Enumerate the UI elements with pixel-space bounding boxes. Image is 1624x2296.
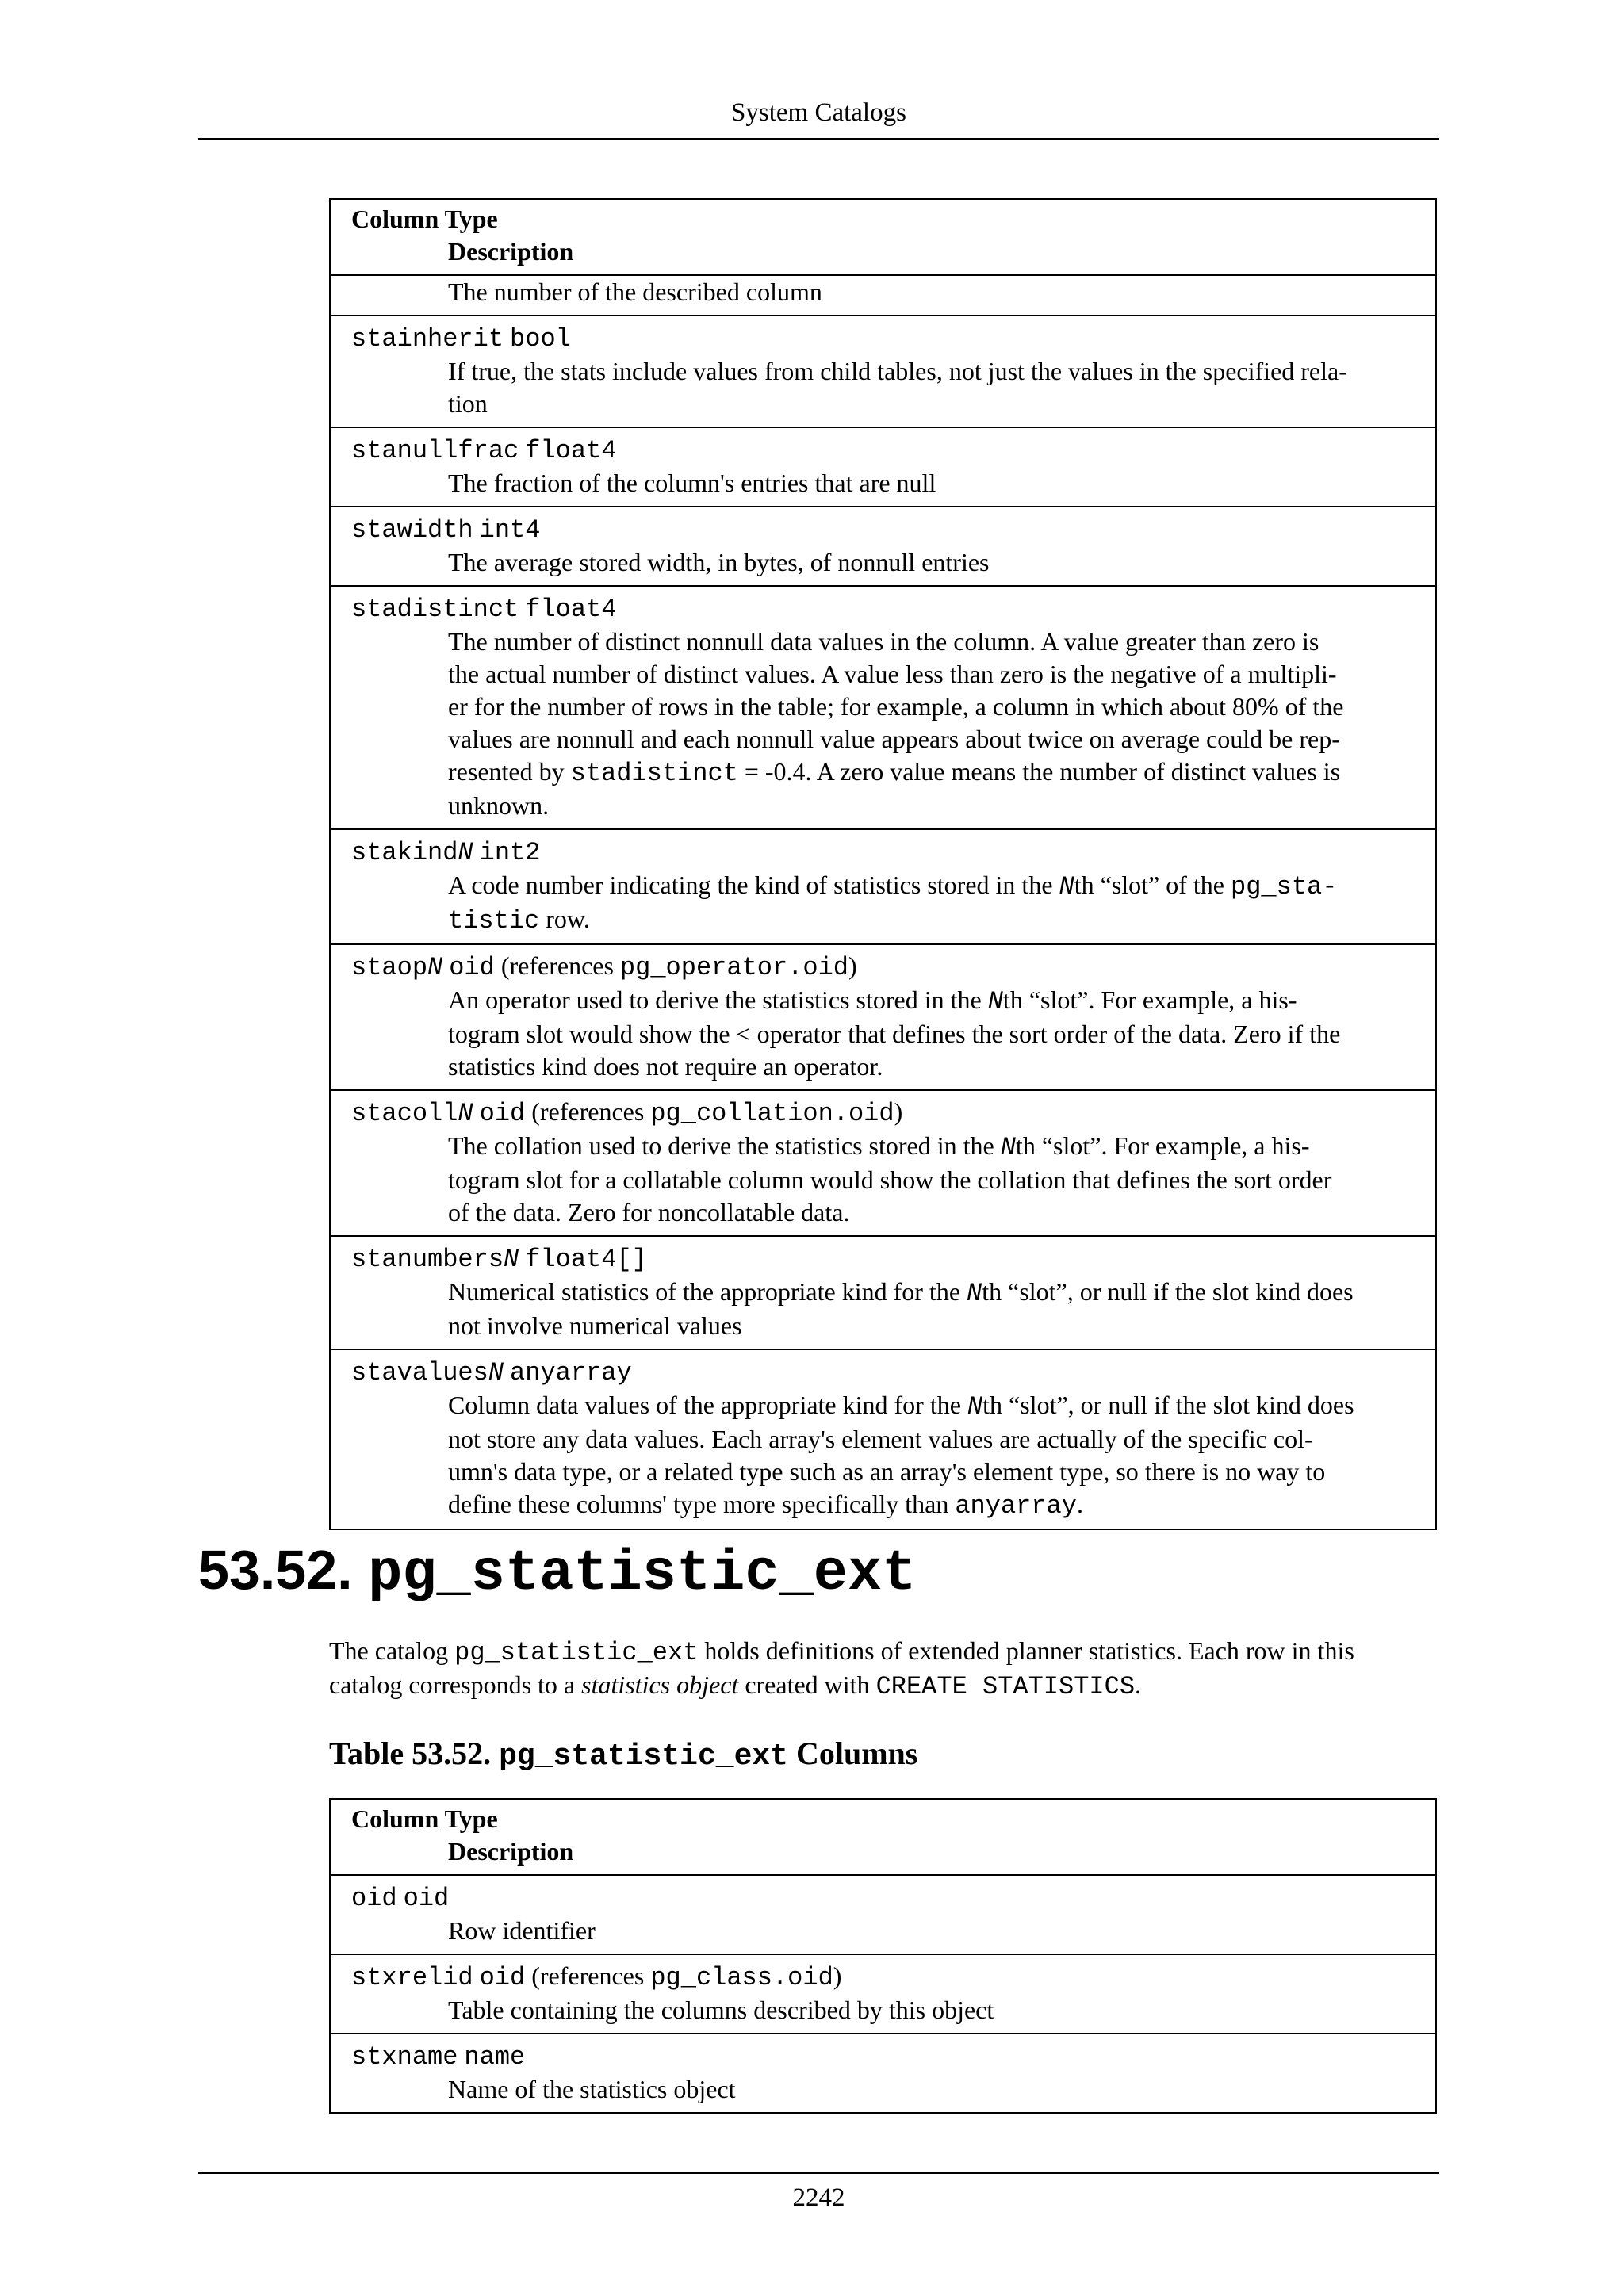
row-description: Table containing the columns described by this object — [448, 1996, 994, 2024]
column-name-type: stxrelid oid (references pg_class.oid) — [351, 1961, 842, 1992]
column-name-type: stakindN int2 — [351, 838, 541, 867]
row-description: An operator used to derive the statistics stored in the Nth “slot”. For example, a his- togram slot would show the < operator that defines the sort order of the data. Zero if the statistics kind does not require an operator. — [448, 985, 1341, 1081]
row-description: A code number indicating the kind of statistics stored in the Nth “slot” of the pg_sta- tistic row. — [448, 871, 1338, 936]
table-caption: Table 53.52. pg_statistic_ext Columns — [329, 1735, 918, 1774]
section-catalog-name: pg_statistic_ext — [368, 1541, 917, 1606]
row-description: The average stored width, in bytes, of nonnull entries — [448, 548, 990, 576]
table-row — [331, 315, 1435, 427]
table-header-row — [331, 1800, 1435, 1874]
row-description: Numerical statistics of the appropriate kind for the Nth “slot”, or null if the slot kind does not involve numerical values — [448, 1277, 1354, 1340]
table-row — [331, 506, 1435, 585]
table-row — [331, 943, 1435, 1089]
row-description: Column data values of the appropriate kind for the Nth “slot”, or null if the slot kind does not store any data values. Each array's element values are actually of the specific col- umn's data type, or a related type such as an array's element type, so there is no way to define these columns' type more specifically than anyarray. — [448, 1391, 1354, 1521]
column-name-type: stanumbersN float4[] — [351, 1245, 647, 1274]
row-description: The fraction of the column's entries that are null — [448, 469, 936, 497]
table-row — [331, 1089, 1435, 1235]
column-name-type: staopN oid (references pg_operator.oid) — [351, 951, 857, 982]
column-name-type: stainherit bool — [351, 324, 571, 354]
row-description: Name of the statistics object — [448, 2075, 736, 2103]
table-row — [331, 1874, 1435, 1954]
row-description: The collation used to derive the statistics stored in the Nth “slot”. For example, a his- togram slot for a collatable column would show the collation that defines the sort order of the data. Zero for noncollatable data. — [448, 1131, 1332, 1226]
pg-statistic-columns-table — [329, 198, 1437, 1530]
row-description: Row identifier — [448, 1916, 596, 1945]
table-row — [331, 1349, 1435, 1529]
column-name-type: oid oid — [351, 1884, 450, 1913]
table-header-row — [331, 200, 1435, 274]
header-column-type: Column Type — [351, 205, 498, 233]
section-intro-paragraph: The catalog pg_statistic_ext holds definitions of extended planner statistics. Each row in this catalog corresponds to a statistics object created with CREATE STATISTICS. — [329, 1636, 1354, 1701]
column-name-type: stanullfrac float4 — [351, 436, 617, 465]
table-row — [331, 1954, 1435, 2033]
column-name-type: stacollN oid (references pg_collation.oid) — [351, 1097, 903, 1128]
row-description: If true, the stats include values from child tables, not just the values in the specified rela- tion — [448, 357, 1347, 418]
table-row — [331, 427, 1435, 506]
header-description: Description — [448, 237, 574, 266]
table-row — [331, 828, 1435, 943]
column-name-type: stadistinct float4 — [351, 595, 617, 624]
page-number: 2242 — [198, 2172, 1439, 2213]
table-row — [331, 274, 1435, 315]
table-row — [331, 2033, 1435, 2112]
running-header: System Catalogs — [198, 95, 1439, 140]
table-row — [331, 585, 1435, 828]
column-name-type: stavaluesN anyarray — [351, 1358, 632, 1387]
table-row — [331, 1235, 1435, 1349]
row-description: The number of the described column — [448, 277, 822, 306]
section-number: 53.52. — [198, 1539, 353, 1601]
header-description: Description — [448, 1837, 574, 1866]
header-column-type: Column Type — [351, 1804, 498, 1833]
column-name-type: stxname name — [351, 2042, 526, 2072]
column-name-type: stawidth int4 — [351, 515, 541, 545]
section-heading — [198, 1538, 916, 1606]
row-description: The number of distinct nonnull data values in the column. A value greater than zero is the actual number of distinct values. A value less than zero is the negative of a multipli- er for the number of rows in the table; for example, a column in which about 80% of the values are nonnull and each nonnull value appears about twice on average could be rep- resented by stadistinct = -0.4. A zero value means the number of distinct values is unknown. — [448, 627, 1344, 820]
pg-statistic-ext-columns-table — [329, 1798, 1437, 2114]
